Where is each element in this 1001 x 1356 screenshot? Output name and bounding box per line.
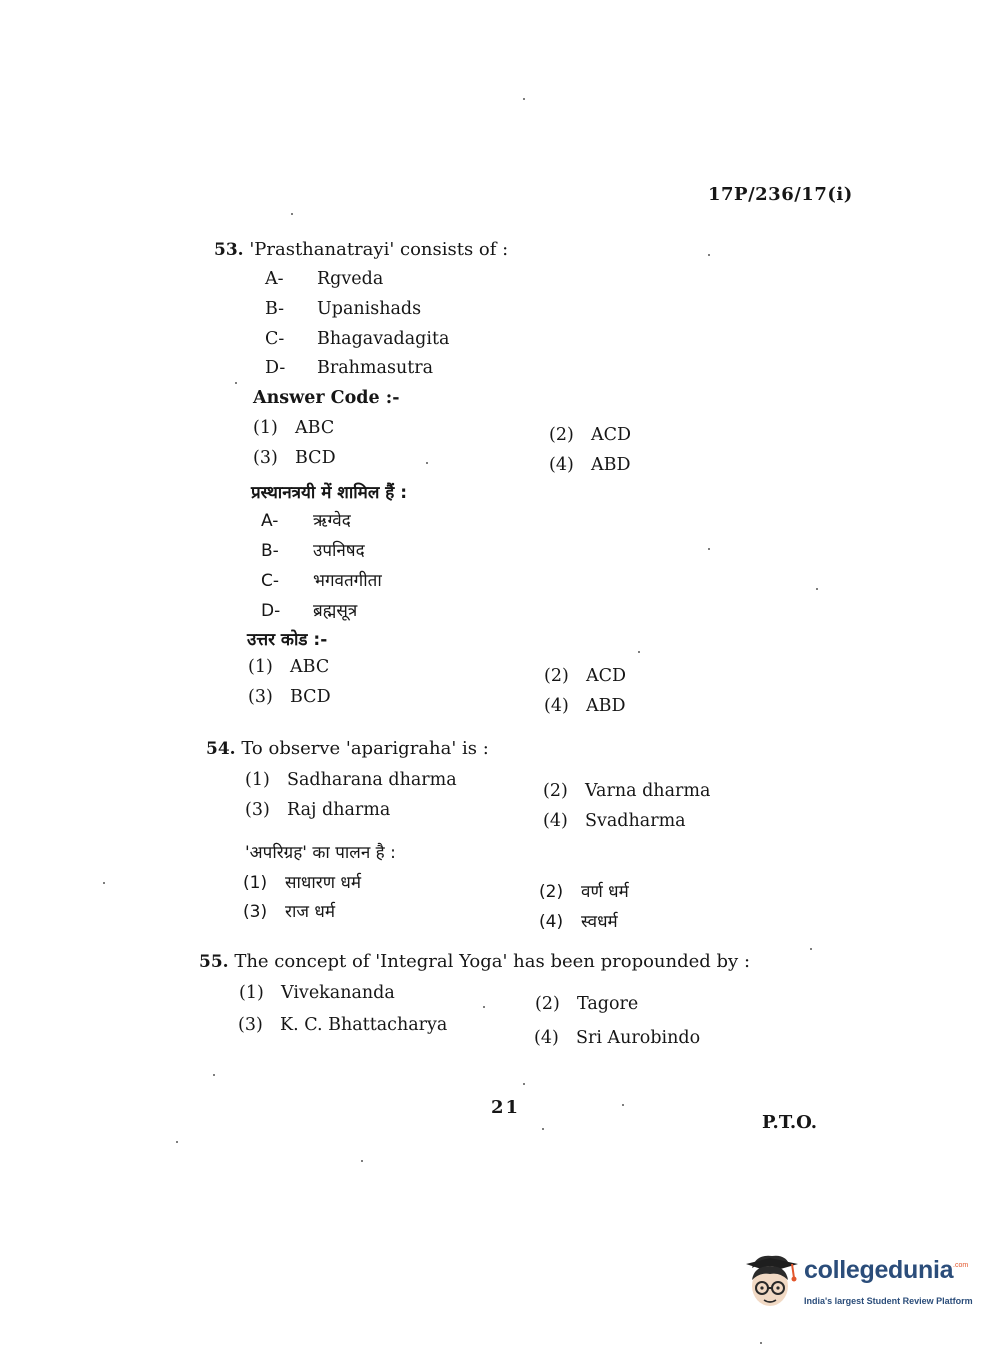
- brand-tagline: India's largest Student Review Platform: [804, 1296, 973, 1306]
- option-label: (2): [543, 781, 568, 801]
- question-text: 'Prasthanatrayi' consists of :: [249, 239, 509, 260]
- option-label: (3): [253, 448, 278, 468]
- list-item: [261, 598, 357, 621]
- option-label: (4): [539, 912, 564, 932]
- item-label: B-: [261, 541, 279, 561]
- question-text: The concept of 'Integral Yoga' has been propounded by :: [234, 951, 751, 972]
- question-number: 55.: [199, 952, 229, 972]
- item-text: ऋग्वेद: [313, 511, 351, 531]
- option-label: (1): [253, 418, 278, 438]
- option: [549, 425, 631, 445]
- option-label: (1): [248, 657, 273, 677]
- option-text: BCD: [295, 448, 336, 468]
- brand-name: collegedunia: [804, 1256, 954, 1284]
- option-label: (3): [238, 1015, 263, 1035]
- option-label: (3): [248, 687, 273, 707]
- option: [245, 770, 457, 790]
- option-text: Vivekananda: [281, 983, 395, 1003]
- list-item: [261, 508, 351, 531]
- option-label: (1): [239, 983, 264, 1003]
- option: [243, 870, 361, 893]
- item-text: ब्रह्मसूत्र: [313, 601, 358, 621]
- option: [539, 909, 618, 932]
- mascot-icon: [742, 1250, 802, 1310]
- option-text: Svadharma: [585, 811, 686, 831]
- item-label: B-: [265, 299, 285, 319]
- option: [534, 1028, 700, 1048]
- option: [543, 781, 710, 801]
- option-label: (4): [543, 811, 568, 831]
- option: [238, 1015, 447, 1035]
- option-text: ACD: [591, 425, 632, 445]
- option: [248, 687, 331, 707]
- option: [544, 666, 626, 686]
- list-item: [261, 538, 365, 561]
- option: [549, 455, 631, 475]
- item-text: Rgveda: [317, 269, 384, 289]
- answer-code-heading: Answer Code :-: [253, 388, 400, 408]
- list-item: [265, 329, 449, 349]
- option: [239, 983, 395, 1003]
- list-item: [265, 299, 421, 319]
- hindi-question-text: प्रस्थानत्रयी में शामिल हैं :: [251, 483, 408, 503]
- list-item: [261, 568, 382, 591]
- option: [245, 800, 390, 820]
- item-text: Brahmasutra: [317, 358, 434, 378]
- option-label: (4): [534, 1028, 559, 1048]
- item-label: D-: [265, 358, 286, 378]
- option-text: राज धर्म: [285, 902, 335, 922]
- hindi-answer-code-heading: उत्तर कोड :-: [247, 630, 328, 650]
- item-label: C-: [265, 329, 285, 349]
- question-number: 54.: [206, 739, 236, 759]
- option-text: Sri Aurobindo: [576, 1028, 701, 1048]
- option-label: (1): [245, 770, 270, 790]
- item-text: भगवतगीता: [313, 571, 382, 591]
- brand-domain: .com: [953, 1262, 969, 1269]
- question-text: To observe 'aparigraha' is :: [241, 738, 489, 759]
- paper-code: 17P/236/17(i): [708, 184, 853, 205]
- option-text: ABC: [290, 657, 330, 677]
- option-text: ABD: [586, 696, 626, 716]
- option-text: Varna dharma: [585, 781, 711, 801]
- option-text: BCD: [290, 687, 331, 707]
- option-text: Raj dharma: [287, 800, 391, 820]
- page-number: 21: [491, 1097, 521, 1118]
- option: [243, 899, 335, 922]
- item-text: Bhagavadagita: [317, 329, 450, 349]
- option-label: (3): [243, 902, 268, 922]
- option-text: स्वधर्म: [581, 912, 618, 932]
- item-label: A-: [261, 511, 279, 531]
- option-text: Sadharana dharma: [287, 770, 457, 790]
- option-label: (1): [243, 873, 268, 893]
- option-label: (2): [544, 666, 569, 686]
- option-text: वर्ण धर्म: [581, 882, 629, 902]
- option-label: (2): [539, 882, 564, 902]
- question-55-stem: [199, 951, 750, 972]
- hindi-question-text: 'अपरिग्रह' का पालन है :: [245, 843, 396, 863]
- option-text: K. C. Bhattacharya: [280, 1015, 448, 1035]
- option: [544, 696, 626, 716]
- option-label: (3): [245, 800, 270, 820]
- option-label: (2): [535, 994, 560, 1014]
- item-label: D-: [261, 601, 281, 621]
- question-53-stem: [214, 239, 508, 260]
- option-label: (4): [544, 696, 569, 716]
- option: [543, 811, 686, 831]
- option-text: ABC: [295, 418, 335, 438]
- question-54-stem: [206, 738, 489, 759]
- option-label: (4): [549, 455, 574, 475]
- option-label: (2): [549, 425, 574, 445]
- option-text: साधारण धर्म: [285, 873, 362, 893]
- option-text: Tagore: [577, 994, 639, 1014]
- list-item: [265, 358, 433, 378]
- option-text: ACD: [586, 666, 627, 686]
- item-label: A-: [265, 269, 284, 289]
- option: [248, 657, 329, 677]
- option-text: ABD: [591, 455, 631, 475]
- question-number: 53.: [214, 240, 244, 260]
- item-text: उपनिषद: [313, 541, 365, 561]
- option: [535, 994, 638, 1014]
- collegedunia-logo[interactable]: [742, 1250, 972, 1320]
- item-label: C-: [261, 571, 280, 591]
- list-item: [265, 269, 383, 289]
- item-text: Upanishads: [317, 299, 422, 319]
- option: [253, 448, 336, 468]
- option: [253, 418, 334, 438]
- pto-label: P.T.O.: [762, 1112, 818, 1133]
- option: [539, 879, 629, 902]
